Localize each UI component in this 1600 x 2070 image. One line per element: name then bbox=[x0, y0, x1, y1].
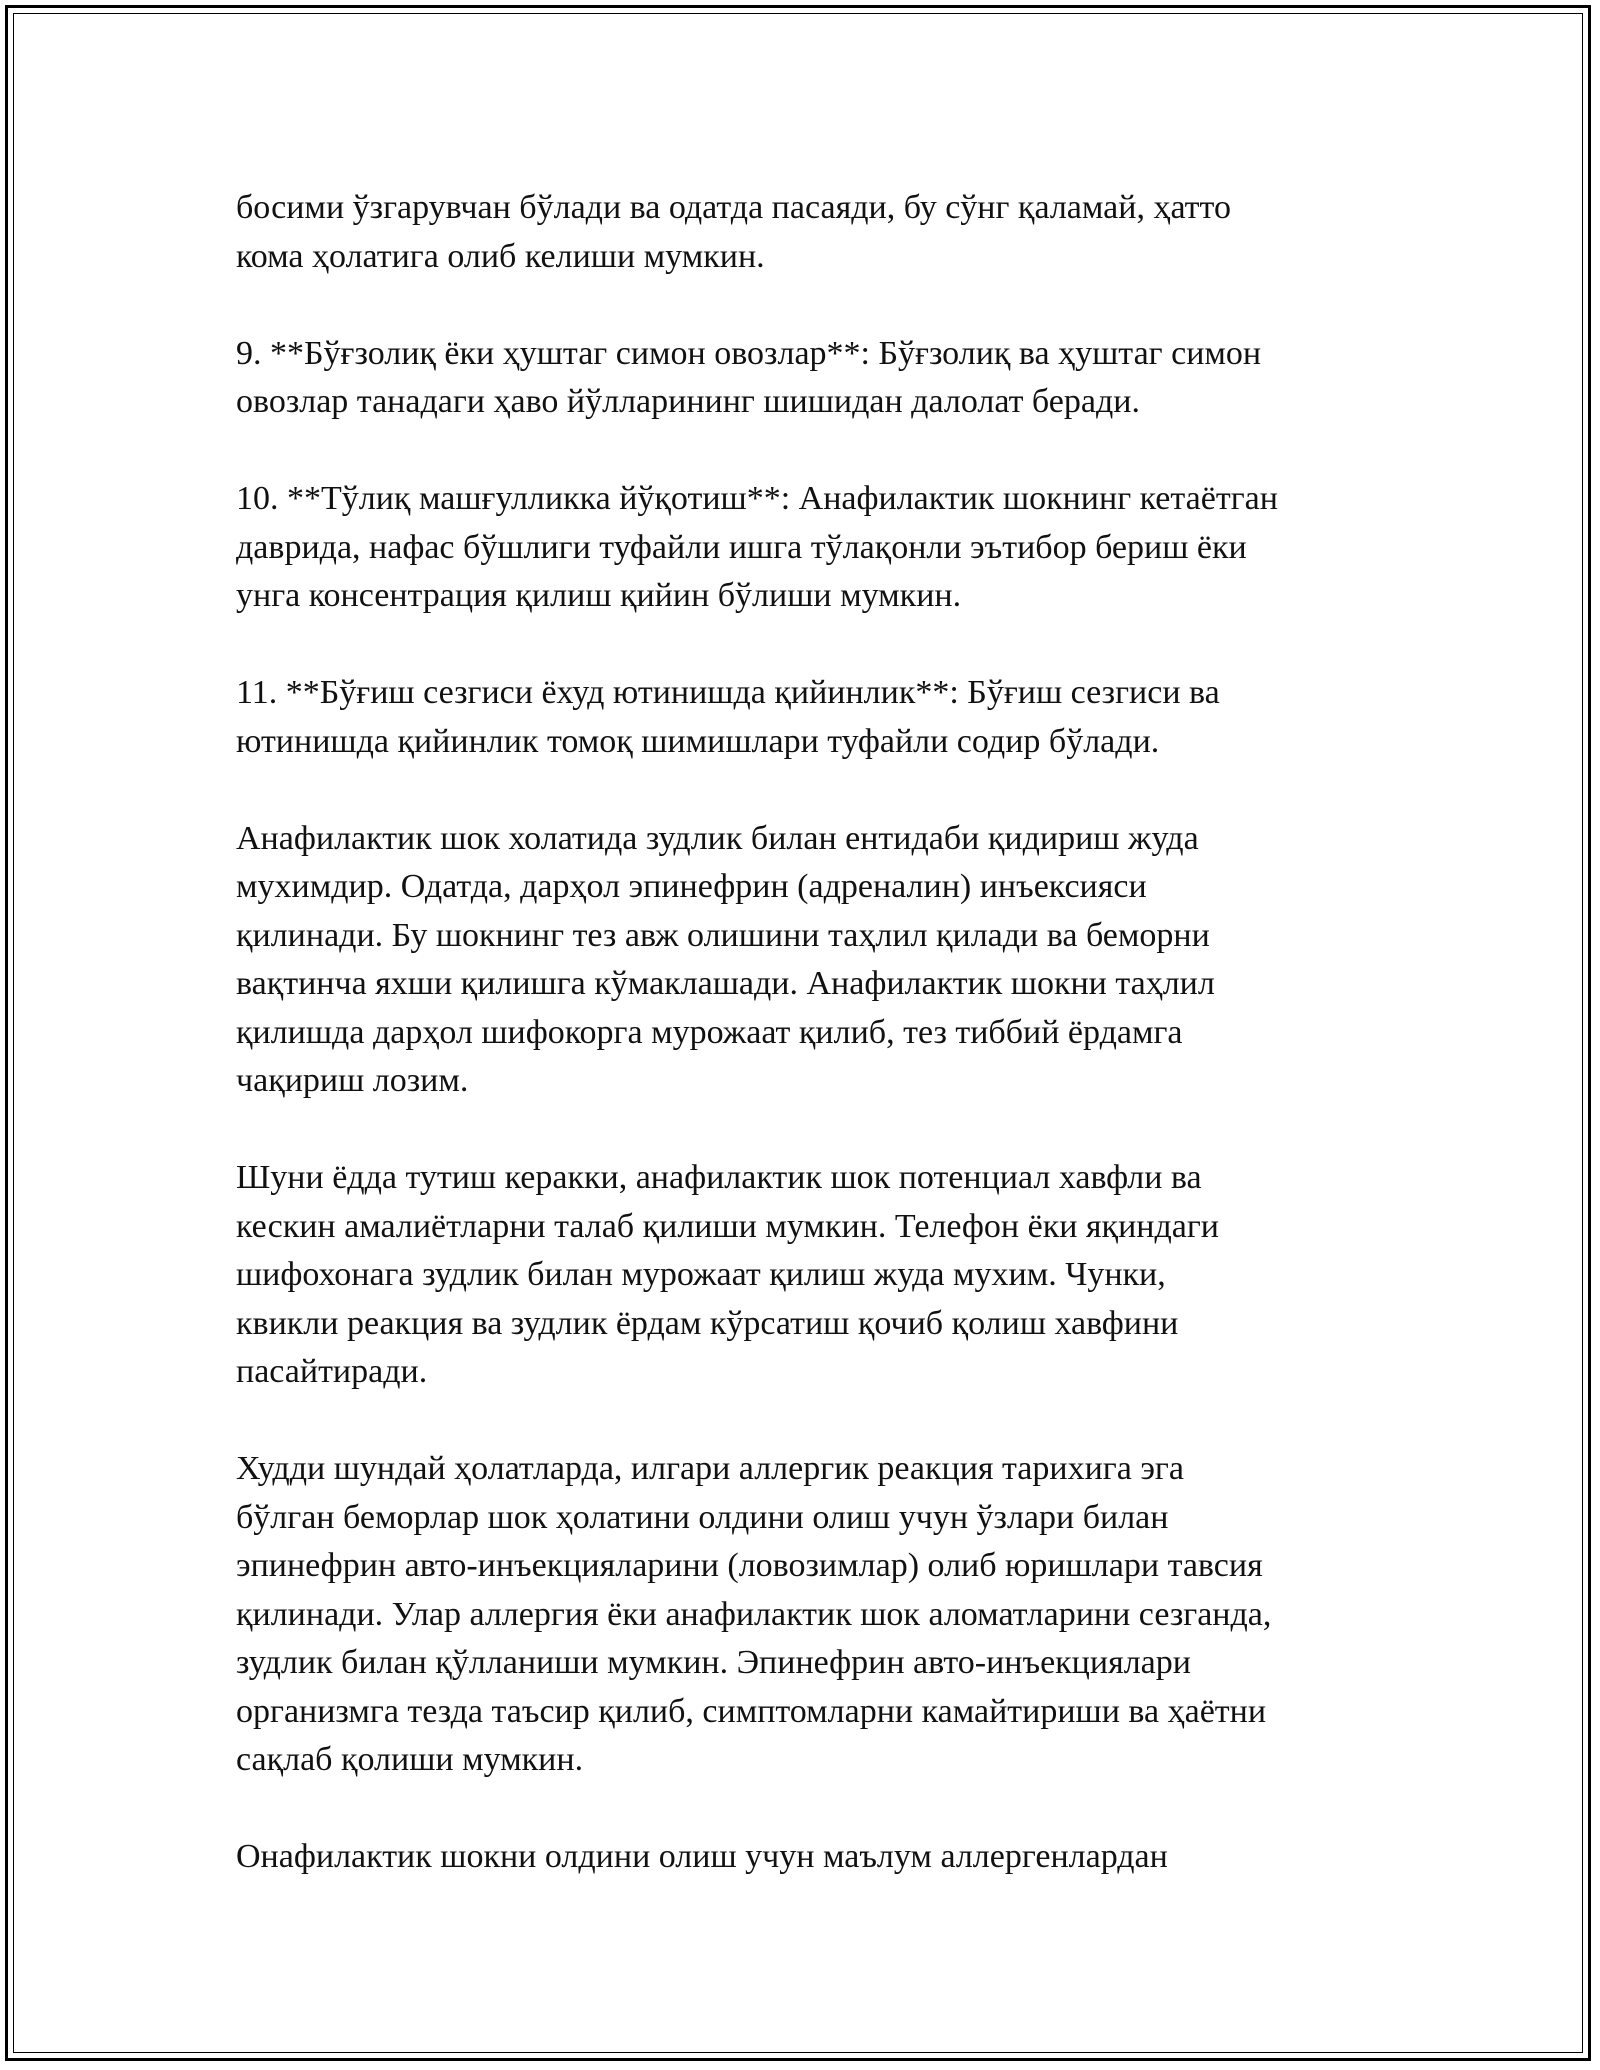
text-line: чақириш лозим. bbox=[236, 1062, 469, 1099]
text-line: бўлган беморлар шок ҳолатини олдини олиш учун ўзлари билан bbox=[236, 1498, 1169, 1536]
paragraph bbox=[236, 330, 1386, 427]
text-line: 11. **Бўғиш сезгиси ёхуд ютинишда қийинлик**: Бўғиш сезгиси ва bbox=[236, 674, 1220, 711]
paragraph bbox=[236, 1445, 1386, 1785]
text-line: квикли реакция ва зудлик ёрдам кўрсатиш қочиб қолиш хавфини bbox=[236, 1304, 1179, 1342]
text-line: сақлаб қолиши мумкин. bbox=[236, 1741, 584, 1778]
text-line: 10. **Тўлиқ машғулликка йўқотиш**: Анафилактик шокнинг кетаётган bbox=[236, 480, 1278, 517]
text-line: унга консентрация қилиш қийин бўлиши мумкин. bbox=[236, 577, 962, 614]
text-line: зудлик билан қўлланиши мумкин. Эпинефрин авто-инъекциялари bbox=[236, 1644, 1191, 1681]
text-line: пасайтиради. bbox=[236, 1353, 428, 1390]
paragraph bbox=[236, 184, 1386, 281]
text-line: босими ўзгарувчан бўлади ва одатда пасаяди, бу сўнг қаламай, ҳатто bbox=[236, 189, 1231, 226]
text-line: ютинишда қийинлик томоқ шимишлари туфайли содир бўлади. bbox=[236, 722, 1160, 760]
text-line: Худди шундай ҳолатларда, илгари аллергик реакция тарихига эга bbox=[236, 1450, 1184, 1487]
document-body bbox=[236, 184, 1386, 1882]
text-line: овозлар танадаги ҳаво йўлларининг шишидан далолат беради. bbox=[236, 383, 1140, 420]
text-line: кома ҳолатига олиб келиши мумкин. bbox=[236, 237, 765, 275]
paragraph bbox=[236, 815, 1386, 1106]
paragraph bbox=[236, 669, 1386, 766]
text-line: Онафилактик шокни олдини олиш учун маълум аллергенлардан bbox=[236, 1838, 1168, 1875]
paragraph bbox=[236, 1154, 1386, 1397]
text-line: вақтинча яхши қилишга кўмаклашади. Анафилактик шокни таҳлил bbox=[236, 965, 1215, 1002]
text-line: Анафилактик шок холатида зудлик билан ентидаби қидириш жуда bbox=[236, 819, 1199, 857]
text-line: қилинади. Улар аллергия ёки анафилактик шок аломатларини сезганда, bbox=[236, 1595, 1272, 1633]
text-line: шифохонага зудлик билан мурожаат қилиш жуда мухим. Чунки, bbox=[236, 1256, 1166, 1293]
text-line: организмга тезда таъсир қилиб, симптомларни камайтириши ва ҳаётни bbox=[236, 1692, 1267, 1730]
paragraph bbox=[236, 1833, 1386, 1882]
text-line: 9. **Бўғзолиқ ёки ҳуштаг симон овозлар**: Бўғзолиқ ва ҳуштаг симон bbox=[236, 334, 1262, 372]
text-line: эпинефрин авто-инъекцияларини (ловозимлар) олиб юришлари тавсия bbox=[236, 1547, 1263, 1584]
text-line: мухимдир. Одатда, дарҳол эпинефрин (адреналин) инъексияси bbox=[236, 868, 1147, 905]
text-line: Шуни ёдда тутиш керакки, анафилактик шок потенциал хавфли ва bbox=[236, 1159, 1202, 1196]
text-line: қилишда дарҳол шифокорга мурожаат қилиб, тез тиббий ёрдамга bbox=[236, 1013, 1183, 1051]
paragraph bbox=[236, 475, 1386, 621]
text-line: қилинади. Бу шокнинг тез авж олишини таҳлил қилади ва беморни bbox=[236, 916, 1210, 954]
text-line: даврида, нафас бўшлиги туфайли ишга тўлақонли эътибор бериш ёки bbox=[236, 528, 1247, 566]
text-line: кескин амалиётларни талаб қилиши мумкин. Телефон ёки яқиндаги bbox=[236, 1207, 1219, 1245]
